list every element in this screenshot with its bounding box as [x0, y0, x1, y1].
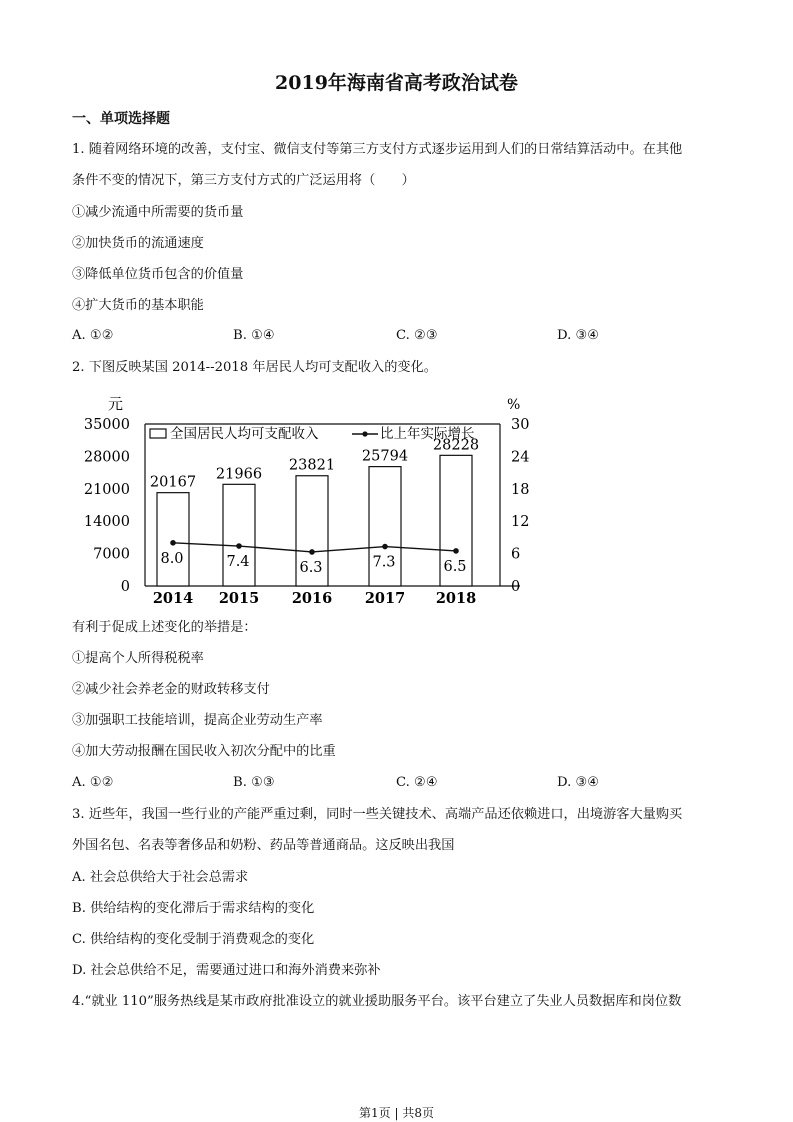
- legend-bar-label: 全国居民人均可支配收入: [170, 426, 319, 442]
- q3-stem-line2: 外国名包、名表等奢侈品和奶粉、药品等普通商品。这反映出我国: [72, 838, 455, 853]
- q1-option-a[interactable]: A. ①②: [72, 328, 114, 343]
- q3-option-a[interactable]: A. 社会总供给大于社会总需求: [72, 870, 249, 885]
- y-right-tick-label: 0: [511, 579, 521, 595]
- q4-stem-line1: 4.“就业 110”服务热线是某市政府批准设立的就业援助服务平台。该平台建立了失业人员数据库和岗位数: [72, 994, 682, 1009]
- growth-value-label: 6.5: [443, 558, 467, 575]
- q1-item-2: ②加快货币的流通速度: [72, 236, 204, 251]
- q1-item-3: ③降低单位货币包含的价值量: [72, 267, 244, 282]
- section-title: 一、单项选择题: [72, 111, 170, 127]
- legend-line-marker: [362, 431, 367, 436]
- q3-option-d[interactable]: D. 社会总供给不足，需要通过进口和海外消费来弥补: [72, 963, 381, 978]
- q1-stem-line2: 条件不变的情况下，第三方支付方式的广泛运用将（ ）: [72, 173, 415, 188]
- q1-stem-line1: 1. 随着网络环境的改善，支付宝、微信支付等第三方支付方式逐步运用到人们的日常结算活动中。在其他: [72, 142, 683, 157]
- q1-option-b[interactable]: B. ①④: [233, 328, 275, 343]
- bar-value-label: 25794: [361, 448, 409, 465]
- q1-option-c[interactable]: C. ②③: [396, 328, 438, 343]
- x-tick-label: 2016: [291, 590, 333, 607]
- q2-item-1: ①提高个人所得税税率: [72, 651, 204, 666]
- y-left-tick-label: 28000: [83, 449, 130, 466]
- growth-value-label: 7.3: [372, 554, 396, 571]
- bar-value-label: 28228: [432, 437, 480, 454]
- growth-value-label: 7.4: [226, 554, 250, 571]
- growth-point: [453, 548, 459, 554]
- q1-item-4: ④扩大货币的基本职能: [72, 298, 204, 313]
- y-left-tick-label: 7000: [93, 546, 130, 563]
- q2-option-b[interactable]: B. ①③: [233, 775, 275, 790]
- q1-option-d[interactable]: D. ③④: [557, 328, 600, 343]
- q2-item-2: ②减少社会养老金的财政转移支付: [72, 682, 270, 697]
- q2-prompt: 有利于促成上述变化的举措是：: [72, 620, 257, 635]
- y-right-tick-label: 6: [511, 546, 521, 563]
- q2-option-a[interactable]: A. ①②: [72, 775, 114, 790]
- growth-point: [309, 549, 315, 555]
- q3-option-c[interactable]: C. 供给结构的变化受制于消费观念的变化: [72, 932, 315, 947]
- bar-value-label: 20167: [149, 474, 197, 491]
- q2-item-3: ③加强职工技能培训，提高企业劳动生产率: [72, 713, 323, 728]
- bar-value-label: 23821: [288, 457, 336, 474]
- q3-stem-line1: 3. 近些年，我国一些行业的产能严重过剩，同时一些关键技术、高端产品还依赖进口，出境游客大量购买: [72, 807, 683, 822]
- q3-option-b[interactable]: B. 供给结构的变化滞后于需求结构的变化: [72, 901, 315, 916]
- legend-line-label: 比上年实际增长: [380, 426, 475, 442]
- y-left-unit: 元: [108, 395, 124, 413]
- income-bar: [223, 484, 255, 586]
- q2-item-4: ④加大劳动报酬在国民收入初次分配中的比重: [72, 744, 336, 759]
- q1-item-1: ①减少流通中所需要的货币量: [72, 205, 244, 220]
- y-left-tick-label: 21000: [83, 481, 130, 498]
- x-tick-label: 2014: [152, 590, 194, 607]
- x-tick-label: 2017: [364, 590, 406, 607]
- x-tick-label: 2015: [218, 590, 260, 607]
- y-right-tick-label: 30: [511, 417, 530, 433]
- y-left-tick-label: 14000: [83, 514, 130, 531]
- growth-point: [236, 543, 242, 549]
- legend: [150, 425, 475, 442]
- growth-point: [170, 540, 176, 546]
- x-tick-label: 2018: [435, 590, 477, 607]
- legend-bar-swatch: [150, 429, 166, 438]
- bar-value-label: 21966: [215, 466, 263, 483]
- y-left-tick-label: 0: [120, 579, 130, 595]
- income-bar: [157, 493, 189, 586]
- q2-option-c[interactable]: C. ②④: [396, 775, 438, 790]
- page-footer: 第1页 | 共8页: [359, 1106, 434, 1120]
- y-right-tick-label: 18: [511, 481, 530, 498]
- page-title: 2019年海南省高考政治试卷: [275, 72, 518, 94]
- q2-option-d[interactable]: D. ③④: [557, 775, 600, 790]
- y-right-tick-label: 12: [511, 514, 530, 531]
- growth-value-label: 8.0: [160, 550, 184, 567]
- growth-value-label: 6.3: [299, 559, 323, 576]
- growth-point: [382, 544, 388, 550]
- y-left-tick-label: 35000: [83, 417, 130, 433]
- y-right-tick-label: 24: [511, 449, 530, 466]
- income-chart: [83, 395, 540, 608]
- y-right-unit: %: [507, 397, 521, 413]
- q2-stem: 2. 下图反映某国 2014--2018 年居民人均可支配收入的变化。: [72, 360, 437, 375]
